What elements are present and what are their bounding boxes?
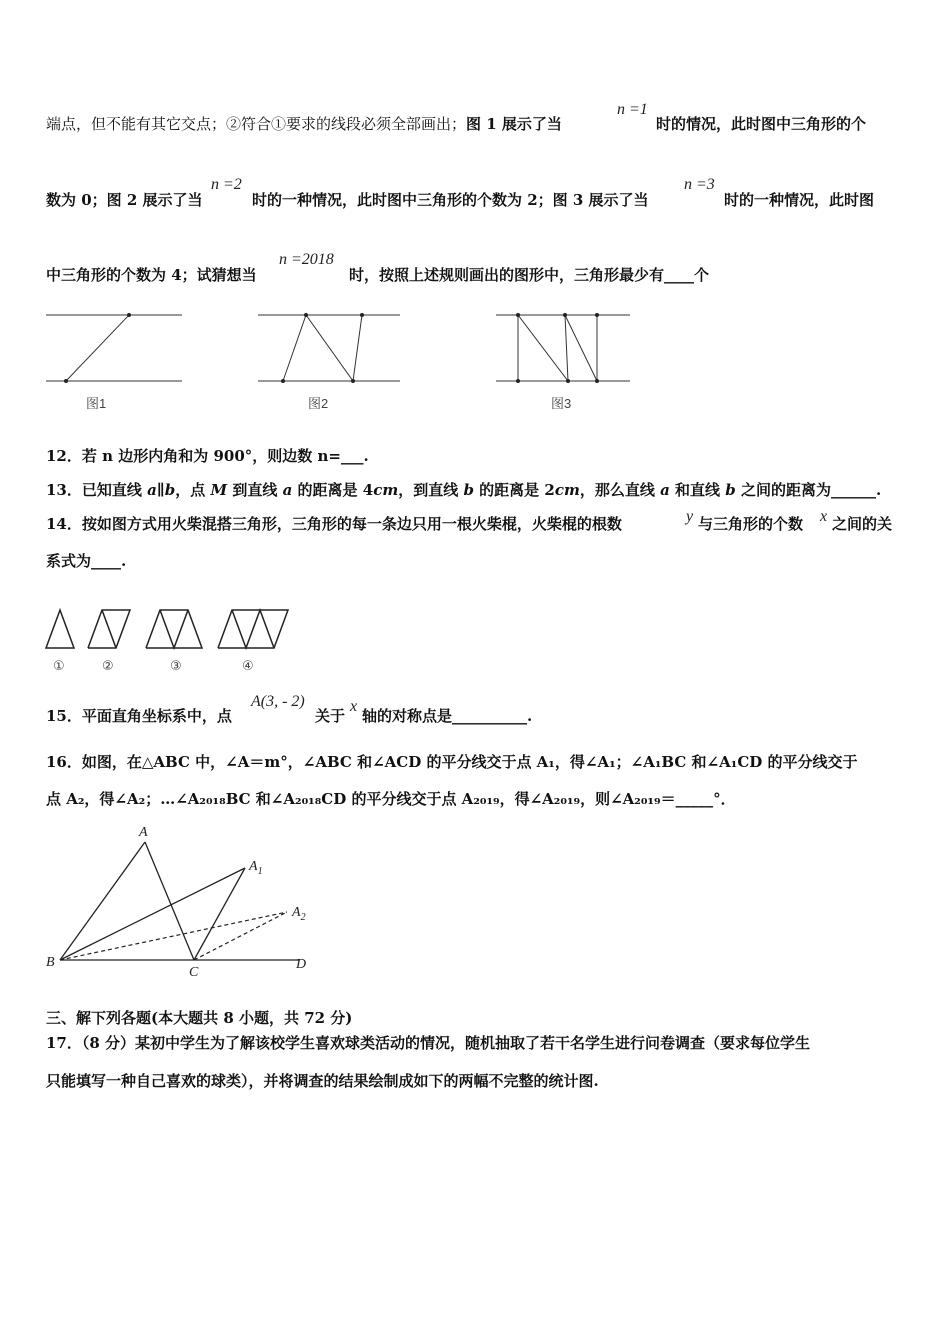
q13-point-m: M xyxy=(210,481,228,499)
figure-2 xyxy=(258,315,400,381)
figure-1 xyxy=(46,315,182,381)
triangle-pattern-3 xyxy=(146,610,202,648)
q13-part-3: 到直线 xyxy=(227,481,283,499)
q13-unit-1: cm xyxy=(373,481,399,499)
q11-n2: n =2 xyxy=(211,176,242,193)
q13-part-8: 和直线 xyxy=(669,481,726,499)
q11-line-1 xyxy=(46,114,562,134)
figure-1-caption: 图1 xyxy=(86,396,107,411)
vertex-a1: $A_1$ xyxy=(249,859,263,877)
q13-text xyxy=(46,480,881,500)
pattern-label-4: ④ xyxy=(242,658,254,673)
pattern-label-1: ① xyxy=(53,658,65,673)
q11-figures xyxy=(40,305,690,415)
q13-part-2: ，点 xyxy=(175,481,211,499)
q16-figure xyxy=(42,818,332,983)
q11-line-2-part-c: 时的一种情况，此时图 xyxy=(724,191,875,209)
triangle-pattern-1 xyxy=(46,610,74,648)
q11-line-2-part-b: 时的一种情况，此时图中三角形的个数为 2；图 3 展示了当 xyxy=(252,191,649,209)
q15-part-a: 15．平面直角坐标系中，点 xyxy=(46,707,232,725)
vertex-b: B xyxy=(46,955,55,970)
q17-line-2: 只能填写一种自己喜欢的球类），并将调查的结果绘制成如下的两幅不完整的统计图. xyxy=(46,1072,599,1090)
q13-part-5: ，到直线 xyxy=(398,481,464,499)
figure-2-caption: 图2 xyxy=(308,396,329,411)
q14-line-2: 系式为____. xyxy=(46,552,127,570)
q13-part-9: 之间的距离为______. xyxy=(735,481,882,499)
q14-var-y: y xyxy=(686,508,694,525)
section-3-title: 三、解下列各题(本大题共 8 小题，共 72 分) xyxy=(46,1009,353,1027)
q13-part-7: ，那么直线 xyxy=(579,481,661,499)
q15-point: A(3, - 2) xyxy=(251,693,305,710)
q13-part-6: 的距离是 2 xyxy=(473,481,555,499)
q15-part-c: 轴的对称点是__________. xyxy=(362,707,533,725)
q14-var-x: x xyxy=(820,508,828,525)
q14-line-1-part-c: 之间的关 xyxy=(832,515,893,533)
q15-part-b: 关于 xyxy=(315,707,346,725)
q13-part-1: 13．已知直线 xyxy=(46,481,148,499)
q11-line-2-part-a: 数为 0；图 2 展示了当 xyxy=(46,191,203,209)
q11-line-1-part-c: 时的情况，此时图中三角形的个 xyxy=(656,115,867,133)
q11-n3: n =3 xyxy=(684,176,715,193)
q11-line-3-part-b: 时，按照上述规则画出的图形中，三角形最少有____个 xyxy=(349,266,710,284)
q11-line-3-part-a: 中三角形的个数为 4；试猜想当 xyxy=(46,266,257,284)
q13-unit-2: cm xyxy=(554,481,580,499)
triangle-pattern-2 xyxy=(88,610,130,648)
q15-axis-x: x xyxy=(350,698,358,715)
vertex-a2: $A_2$ xyxy=(292,905,306,923)
vertex-a: A xyxy=(139,825,148,840)
q11-n2018: n =2018 xyxy=(279,251,334,268)
q13-part-4: 的距离是 4 xyxy=(292,481,374,499)
figure-3-caption: 图3 xyxy=(551,396,572,411)
q13-line-a-2: a xyxy=(660,481,670,499)
vertex-c: C xyxy=(189,965,199,980)
q11-line-1-part-a: 端点，但不能有其它交点；②符合①要求的线段必须全部画出； xyxy=(46,115,467,133)
q13-line-b-2: b xyxy=(725,481,736,499)
q17-line-1: 17．（8 分）某初中学生为了解该校学生喜欢球类活动的情况，随机抽取了若干名学生进行问卷调查（要求每位学生 xyxy=(46,1034,811,1052)
figure-3 xyxy=(496,315,630,381)
pattern-label-3: ③ xyxy=(170,658,182,673)
q13-line-a: a xyxy=(282,481,293,499)
q13-parallel: a∥b xyxy=(147,481,176,499)
q12-text: 12．若 n 边形内角和为 900°，则边数 n=___. xyxy=(46,447,369,465)
vertex-d: D xyxy=(296,957,307,972)
pattern-label-2: ② xyxy=(102,658,114,673)
q14-figures xyxy=(42,606,302,676)
q14-line-1-part-b: 与三角形的个数 xyxy=(698,515,804,533)
q14-line-1-part-a: 14．按如图方式用火柴混搭三角形，三角形的每一条边只用一根火柴棍，火柴棍的根数 xyxy=(46,515,622,533)
triangle-pattern-4 xyxy=(218,610,288,648)
q13-line-b: b xyxy=(463,481,474,499)
q11-line-1-part-b: 图 1 展示了当 xyxy=(466,115,562,133)
q16-line-1: 16．如图，在△ABC 中，∠A＝m°，∠ABC 和∠ACD 的平分线交于点 A₁，得∠A₁；∠A₁BC 和∠A₁CD 的平分线交于 xyxy=(46,753,858,771)
q11-n1: n =1 xyxy=(617,101,648,118)
q16-line-2: 点 A₂，得∠A₂；…∠A₂₀₁₈BC 和∠A₂₀₁₈CD 的平分线交于点 A₂₀₁₉，得∠A₂₀₁₉，则∠A₂₀₁₉＝_____°． xyxy=(46,790,736,808)
